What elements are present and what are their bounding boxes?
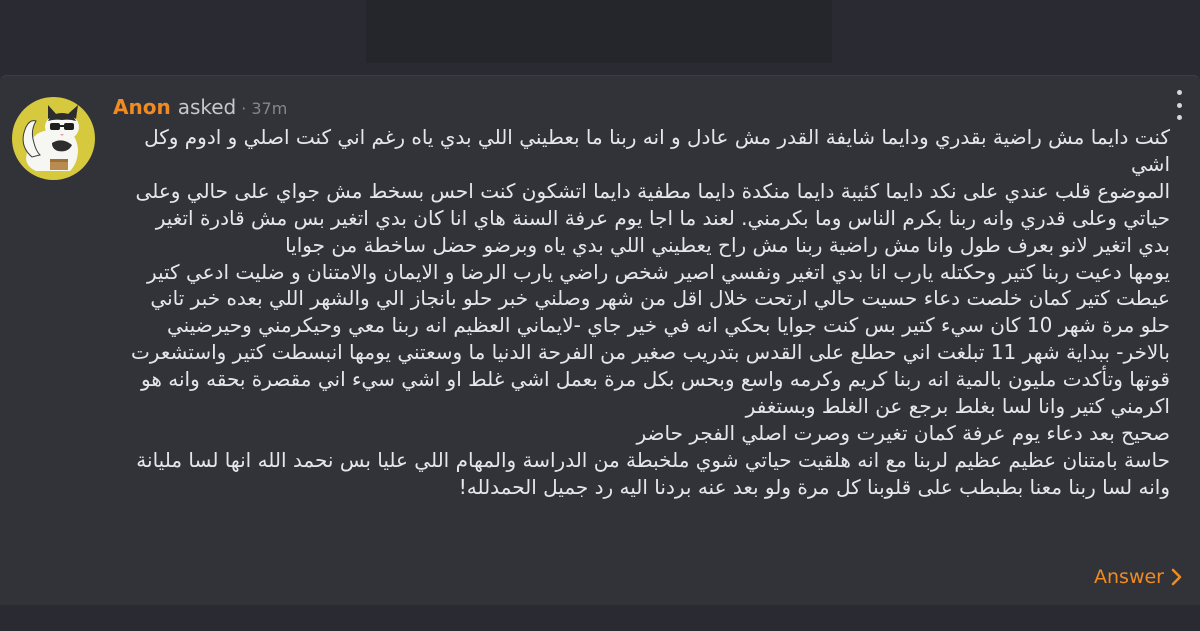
separator-dot: · [241,99,247,118]
question-paragraph: الموضوع قلب عندي على نكد دايما كئيبة دايما منكدة دايما مطفية دايما اتشكون كنت احس بسخط مش جواي على حالي وعلى حياتي وعلى قدري وانه ربنا بكرم الناس وما بكرمني. لعند ما اجا يوم عرفة السنة هاي انا كان بدي اتغير بس مش قادرة اتغير بدي اتغير لانو بعرف طول وانا مش راضية ربنا مش راح يعطيني اللي بدي ياه وبرضو حضل ساخطة من جوايا [135,178,1170,257]
timestamp[interactable]: 37m [251,99,288,118]
asked-label: asked [177,95,237,119]
more-vertical-icon [1177,90,1182,95]
page-background [0,605,1200,631]
cat-avatar-icon [12,97,95,180]
question-paragraph: كنت دايما مش راضية بقدري ودايما شايفة القدر مش عادل و انه ربنا ما بعطيني اللي بدي ياه رغم اني كنت اصلي و ادوم وكل اشي [144,125,1170,176]
top-panel [366,0,832,63]
question-paragraph: حاسة بامتنان عظيم عظيم لربنا مع انه هلقيت حياتي شوي ملخبطة من الدراسة والمهام اللي عليا بس نحمد الله انها لسا مليانة وانه لسا ربنا معنا بطبطب على قلوبنا كل مرة ولو بعد عنه بردنا اليه رد جميل الحمدلله! [136,447,1170,499]
avatar[interactable] [12,97,95,180]
question-paragraph: صحيح بعد دعاء يوم عرفة كمان تغيرت وصرت اصلي الفجر حاضر [636,420,1170,445]
chevron-right-icon [1170,568,1182,586]
more-options-button[interactable] [1171,90,1187,120]
question-text [118,124,1170,501]
question-paragraph: يومها دعيت ربنا كتير وحكتله يارب انا بدي اتغير ونفسي اصير شخص راضي يارب الرضا و الايمان والامتنان و ضليت ادعي كتير عيطت كتير كمان خلصت دعاء حسيت حالي ارتحت خلال اقل من شهر وصلني خبر حلو بانجاز الي والشهر اللي بعده خبر تاني حلو مرة شهر 10 كان سيء كتير بس كنت جوايا بحكي انه في خير جاي -لايماني العظيم انه ربنا معي وحيكرمني وحيرضيني بالاخر- ببداية شهر 11 تبلغت اني حطلع على القدس بتدريب صغير من الفرحة الدنيا ما وسعتني يومها انبسطت كتير واستشعرت قوتها وتأكدت مليون بالمية انه ربنا كريم وكرمه واسع وبحس بكل مرة بعمل اشي غلط او اشي سيء اني مقصرة بحقه وانه هو اكرمني كتير وانا لسا بغلط برجع عن الغلط وبستغفر [130,259,1170,419]
author-name[interactable]: Anon [113,95,171,119]
answer-label: Answer [1094,566,1164,588]
answer-button[interactable] [1094,564,1182,590]
question-header [113,95,287,121]
